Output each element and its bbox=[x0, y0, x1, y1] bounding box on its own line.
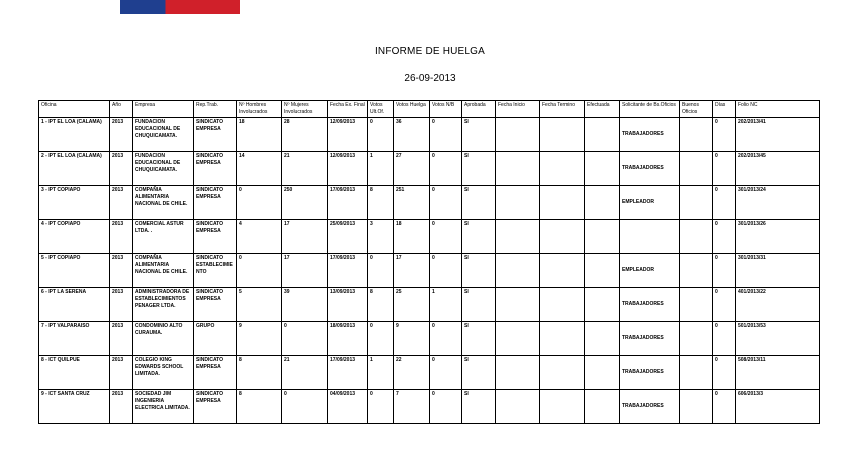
column-header: Fecha Ex. Final bbox=[328, 101, 368, 118]
table-cell: 0 bbox=[713, 220, 736, 254]
table-cell bbox=[496, 390, 540, 424]
table-cell: 0 bbox=[713, 254, 736, 288]
table-cell: 0 bbox=[430, 322, 462, 356]
table-cell bbox=[540, 356, 585, 390]
table-cell bbox=[585, 390, 620, 424]
table-cell: COLEGIO KING EDWARDS SCHOOL LIMITADA. bbox=[133, 356, 194, 390]
table-cell: 4 - IPT COPIAPO bbox=[39, 220, 110, 254]
column-header: Fecha Termino bbox=[540, 101, 585, 118]
table-cell bbox=[540, 254, 585, 288]
table-cell: 13/09/2013 bbox=[328, 288, 368, 322]
table-cell: 27 bbox=[394, 152, 430, 186]
table-cell: 0 bbox=[430, 254, 462, 288]
table-cell bbox=[496, 186, 540, 220]
table-cell: 4 bbox=[237, 220, 282, 254]
table-cell: 0 bbox=[430, 220, 462, 254]
column-header: Días bbox=[713, 101, 736, 118]
table-cell: 21 bbox=[282, 356, 328, 390]
table-cell: 28 bbox=[282, 118, 328, 152]
table-cell: SI bbox=[462, 254, 496, 288]
column-header: Rep.Trab. bbox=[194, 101, 237, 118]
column-header: Votos Huelga bbox=[394, 101, 430, 118]
table-cell bbox=[496, 220, 540, 254]
table-cell bbox=[585, 254, 620, 288]
table-cell bbox=[585, 186, 620, 220]
table-cell: 1 bbox=[368, 152, 394, 186]
column-header: Votos Ult.Of. bbox=[368, 101, 394, 118]
table-cell bbox=[496, 152, 540, 186]
table-cell: 251 bbox=[394, 186, 430, 220]
table-cell bbox=[585, 220, 620, 254]
table-cell: 7 bbox=[394, 390, 430, 424]
table-cell: 9 bbox=[237, 322, 282, 356]
table-cell: 5 - IPT COPIAPO bbox=[39, 254, 110, 288]
table-cell: SOCIEDAD JIM INGENIERIA ELECTRICA LIMITADA. bbox=[133, 390, 194, 424]
table-cell bbox=[540, 220, 585, 254]
table-cell: 25 bbox=[394, 288, 430, 322]
table-row bbox=[39, 254, 820, 288]
table-cell: SI bbox=[462, 322, 496, 356]
table-cell: 0 bbox=[430, 390, 462, 424]
table-cell: SINDICATO EMPRESA bbox=[194, 288, 237, 322]
column-header: Año bbox=[110, 101, 133, 118]
table-header-row bbox=[39, 101, 820, 118]
report-title: INFORME DE HUELGA bbox=[374, 46, 486, 57]
table-cell: 0 bbox=[713, 118, 736, 152]
table-cell: COMPAÑIA ALIMENTARIA NACIONAL DE CHILE. bbox=[133, 186, 194, 220]
report-date: 26-09-2013 bbox=[404, 73, 456, 84]
table-cell: TRABAJADORES bbox=[620, 152, 680, 186]
table-cell: 1 bbox=[430, 288, 462, 322]
table-cell: COMERCIAL ASTUR LTDA. . bbox=[133, 220, 194, 254]
gobierno-logo bbox=[120, 0, 328, 14]
column-header: Fecha Inicio bbox=[496, 101, 540, 118]
table-cell: 2013 bbox=[110, 322, 133, 356]
table-row bbox=[39, 152, 820, 186]
table-cell bbox=[680, 152, 713, 186]
table-cell: 6 - IPT LA SERENA bbox=[39, 288, 110, 322]
table-cell bbox=[680, 390, 713, 424]
table-cell: 8 bbox=[368, 186, 394, 220]
column-header: Nº Mujeres Involucrados bbox=[282, 101, 328, 118]
table-cell: 17 bbox=[394, 254, 430, 288]
table-cell: FUNDACION EDUCACIONAL DE CHUQUICAMATA. bbox=[133, 118, 194, 152]
table-cell: SINDICATO EMPRESA bbox=[194, 356, 237, 390]
table-cell: 2013 bbox=[110, 288, 133, 322]
table-cell: 21 bbox=[282, 152, 328, 186]
column-header: Votos N/B bbox=[430, 101, 462, 118]
table-cell bbox=[540, 390, 585, 424]
table-cell: 0 bbox=[713, 322, 736, 356]
table-cell: 1 - IPT EL LOA (CALAMA) bbox=[39, 118, 110, 152]
table-cell bbox=[680, 322, 713, 356]
table-cell: 14 bbox=[237, 152, 282, 186]
table-cell: FUNDACION EDUCACIONAL DE CHUQUICAMATA. bbox=[133, 152, 194, 186]
table-cell: SINDICATO EMPRESA bbox=[194, 118, 237, 152]
table-cell: 39 bbox=[282, 288, 328, 322]
table-cell: ADMINISTRADORA DE ESTABLECIMIENTOS PENAGER LTDA. bbox=[133, 288, 194, 322]
table-cell: 2013 bbox=[110, 118, 133, 152]
table-cell: 17 bbox=[282, 254, 328, 288]
table-cell: 2013 bbox=[110, 186, 133, 220]
strike-report-table bbox=[38, 100, 820, 424]
table-row bbox=[39, 356, 820, 390]
table-cell: 508/2013/11 bbox=[736, 356, 820, 390]
table-cell: SINDICATO EMPRESA bbox=[194, 152, 237, 186]
table-cell bbox=[540, 186, 585, 220]
table-cell: SI bbox=[462, 152, 496, 186]
table-cell: 7 - IPT VALPARAISO bbox=[39, 322, 110, 356]
table-cell: 2013 bbox=[110, 220, 133, 254]
table-cell bbox=[585, 288, 620, 322]
table-cell: 18 bbox=[237, 118, 282, 152]
table-cell: 2013 bbox=[110, 390, 133, 424]
table-cell: SINDICATO EMPRESA bbox=[194, 220, 237, 254]
table-cell: 0 bbox=[237, 186, 282, 220]
column-header: Efectuada bbox=[585, 101, 620, 118]
table-cell: 12/09/2013 bbox=[328, 152, 368, 186]
table-cell: 501/2013/53 bbox=[736, 322, 820, 356]
table-cell: 0 bbox=[237, 254, 282, 288]
column-header: Empresa bbox=[133, 101, 194, 118]
column-header: Buenos Oficios bbox=[680, 101, 713, 118]
table-cell: 0 bbox=[430, 118, 462, 152]
table-cell: SINDICATO ESTABLECIMIENTO bbox=[194, 254, 237, 288]
table-cell bbox=[496, 118, 540, 152]
table-row bbox=[39, 220, 820, 254]
table-cell bbox=[496, 322, 540, 356]
table-cell: TRABAJADORES bbox=[620, 288, 680, 322]
table-cell: 0 bbox=[430, 152, 462, 186]
table-cell: 17/09/2013 bbox=[328, 186, 368, 220]
table-cell: TRABAJADORES bbox=[620, 322, 680, 356]
table-cell bbox=[585, 152, 620, 186]
table-cell: 3 - IPT COPIAPO bbox=[39, 186, 110, 220]
table-cell: SI bbox=[462, 118, 496, 152]
table-cell: 17/09/2013 bbox=[328, 254, 368, 288]
column-header: Aprobada bbox=[462, 101, 496, 118]
table-cell: 36 bbox=[394, 118, 430, 152]
table-cell: 301/2013/26 bbox=[736, 220, 820, 254]
table-cell: SI bbox=[462, 288, 496, 322]
table-cell bbox=[680, 288, 713, 322]
table-cell: EMPLEADOR bbox=[620, 254, 680, 288]
table-cell: 8 bbox=[237, 390, 282, 424]
table-cell bbox=[680, 220, 713, 254]
table-cell: 0 bbox=[368, 254, 394, 288]
table-cell: 12/09/2013 bbox=[328, 118, 368, 152]
table-cell: 17/09/2013 bbox=[328, 356, 368, 390]
table-row bbox=[39, 322, 820, 356]
table-cell bbox=[540, 152, 585, 186]
table-cell bbox=[680, 118, 713, 152]
table-cell: 0 bbox=[282, 322, 328, 356]
table-cell: 8 bbox=[368, 288, 394, 322]
table-cell: 9 bbox=[394, 322, 430, 356]
table-cell: SINDICATO EMPRESA bbox=[194, 390, 237, 424]
table-cell: TRABAJADORES bbox=[620, 356, 680, 390]
table-cell: 0 bbox=[368, 118, 394, 152]
table-cell: COMPAÑIA ALIMENTARIA NACIONAL DE CHILE. bbox=[133, 254, 194, 288]
table-cell bbox=[496, 288, 540, 322]
table-cell bbox=[680, 356, 713, 390]
table-row bbox=[39, 288, 820, 322]
table-cell: 0 bbox=[282, 390, 328, 424]
table-cell: SINDICATO EMPRESA bbox=[194, 186, 237, 220]
table-cell bbox=[585, 118, 620, 152]
table-cell: 18 bbox=[394, 220, 430, 254]
table-cell: CONDOMINIO ALTO CURAUMA. bbox=[133, 322, 194, 356]
table-cell: 0 bbox=[368, 390, 394, 424]
table-cell: 1 bbox=[368, 356, 394, 390]
column-header: Oficina bbox=[39, 101, 110, 118]
table-cell: 606/2013/3 bbox=[736, 390, 820, 424]
table-cell: 04/09/2013 bbox=[328, 390, 368, 424]
table-cell: 0 bbox=[430, 186, 462, 220]
table-cell: 0 bbox=[713, 390, 736, 424]
table-cell: SI bbox=[462, 220, 496, 254]
table-cell: 0 bbox=[713, 152, 736, 186]
table-cell bbox=[680, 186, 713, 220]
table-cell bbox=[540, 118, 585, 152]
table-cell bbox=[680, 254, 713, 288]
table-cell: SI bbox=[462, 186, 496, 220]
table-cell: 301/2013/31 bbox=[736, 254, 820, 288]
table-cell: 2013 bbox=[110, 356, 133, 390]
table-cell: 17 bbox=[282, 220, 328, 254]
table-row bbox=[39, 118, 820, 152]
table-cell: 8 - ICT QUILPUE bbox=[39, 356, 110, 390]
table-cell: 401/2013/22 bbox=[736, 288, 820, 322]
table-cell: 3 bbox=[368, 220, 394, 254]
table-cell: SI bbox=[462, 356, 496, 390]
column-header: Solicitante de Bs.Oficios bbox=[620, 101, 680, 118]
table-cell: GRUPO bbox=[194, 322, 237, 356]
table-cell: TRABAJADORES bbox=[620, 118, 680, 152]
table-cell bbox=[540, 322, 585, 356]
table-cell: 0 bbox=[368, 322, 394, 356]
table-row bbox=[39, 390, 820, 424]
table-cell: 0 bbox=[713, 186, 736, 220]
table-cell: 250 bbox=[282, 186, 328, 220]
table-cell bbox=[496, 356, 540, 390]
table-cell: TRABAJADORES bbox=[620, 390, 680, 424]
table-cell bbox=[496, 254, 540, 288]
table-cell: 202/2013/41 bbox=[736, 118, 820, 152]
table-cell: EMPLEADOR bbox=[620, 186, 680, 220]
table-cell: 0 bbox=[713, 288, 736, 322]
table-cell: 2013 bbox=[110, 254, 133, 288]
table-cell: 5 bbox=[237, 288, 282, 322]
table-cell bbox=[620, 220, 680, 254]
column-header: Nº Hombres Involucrados bbox=[237, 101, 282, 118]
table-cell: 202/2013/45 bbox=[736, 152, 820, 186]
table-cell: 18/09/2013 bbox=[328, 322, 368, 356]
table-cell: 2 - IPT EL LOA (CALAMA) bbox=[39, 152, 110, 186]
table-cell: 9 - ICT SANTA CRUZ bbox=[39, 390, 110, 424]
table-cell: 2013 bbox=[110, 152, 133, 186]
table-cell: 8 bbox=[237, 356, 282, 390]
table-cell: 22 bbox=[394, 356, 430, 390]
table-cell bbox=[585, 356, 620, 390]
table-cell: 0 bbox=[713, 356, 736, 390]
table-cell: 0 bbox=[430, 356, 462, 390]
table-cell: SI bbox=[462, 390, 496, 424]
column-header: Folio NC bbox=[736, 101, 820, 118]
table-cell: 25/09/2013 bbox=[328, 220, 368, 254]
table-row bbox=[39, 186, 820, 220]
table-cell: 301/2013/24 bbox=[736, 186, 820, 220]
table-cell bbox=[540, 288, 585, 322]
logo-text: Gobierno de Chile bbox=[278, 4, 328, 10]
table-cell bbox=[585, 322, 620, 356]
